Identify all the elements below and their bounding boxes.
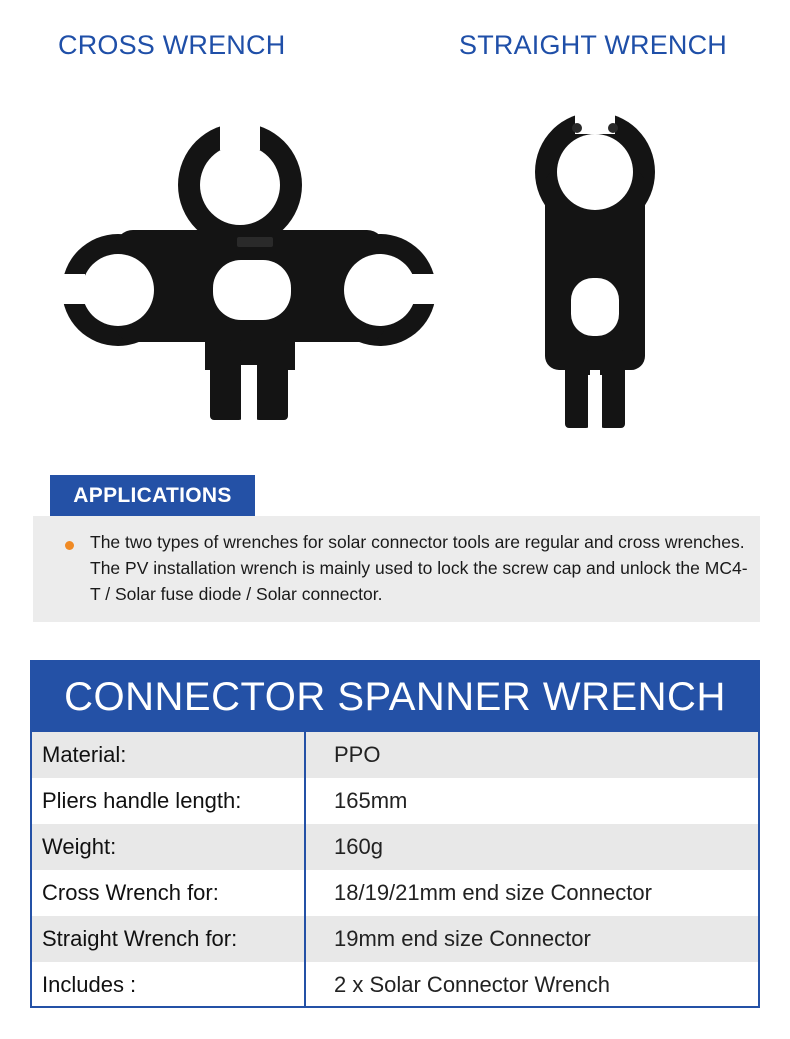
spec-label: Weight: <box>32 824 306 870</box>
table-row <box>32 870 758 916</box>
bullet-dot-icon <box>65 541 74 550</box>
straight-wrench-image <box>535 110 655 430</box>
table-row <box>32 916 758 962</box>
cross-wrench-title: CROSS WRENCH <box>58 30 286 60</box>
spec-label: Straight Wrench for: <box>32 916 306 962</box>
spec-table <box>30 660 760 1008</box>
spec-value: 160g <box>334 834 383 859</box>
spec-value: 2 x Solar Connector Wrench <box>334 971 610 997</box>
spec-label: Cross Wrench for: <box>32 870 306 916</box>
table-row <box>32 778 758 824</box>
spec-label: Material: <box>32 732 306 778</box>
spec-value: 19mm end size Connector <box>334 926 591 951</box>
spec-label: Includes : <box>32 962 306 1007</box>
spec-value: 165mm <box>334 788 408 813</box>
table-row <box>32 732 758 778</box>
applications-panel <box>33 516 760 622</box>
spec-value: PPO <box>334 742 381 767</box>
spec-table-title: CONNECTOR SPANNER WRENCH <box>32 662 758 732</box>
table-row <box>32 962 758 1007</box>
table-row <box>32 824 758 870</box>
applications-heading: APPLICATIONS <box>50 475 255 516</box>
cross-wrench-image <box>55 110 445 430</box>
spec-value: 18/19/21mm end size Connector <box>334 880 652 905</box>
spec-label: Pliers handle length: <box>32 778 306 824</box>
straight-wrench-title: STRAIGHT WRENCH <box>459 30 728 60</box>
applications-text: The two types of wrenches for solar connector tools are regular and cross wrenches. The PV installation wrench is mainly used to lock the screw cap and unlock the MC4-T / Solar fuse diode / Solar connector. <box>90 532 748 604</box>
